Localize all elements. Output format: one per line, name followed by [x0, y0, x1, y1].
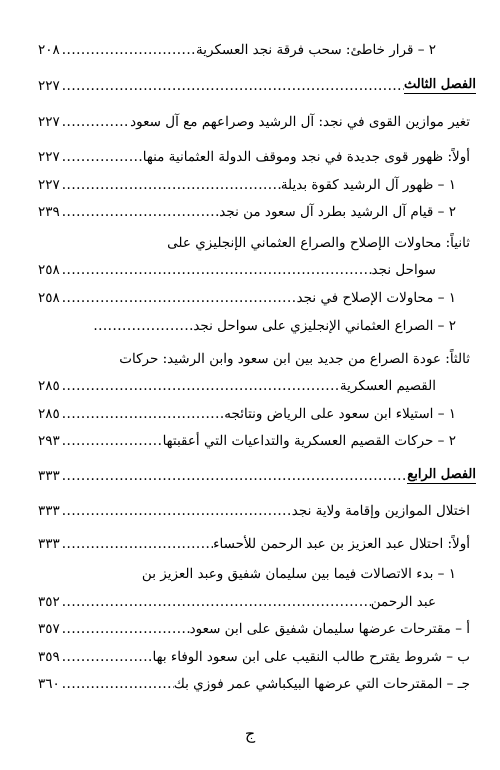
- leader-dots: [60, 262, 372, 278]
- leader-dots: [60, 204, 220, 220]
- leader-dots: [60, 149, 143, 165]
- leader-dots: [60, 676, 174, 692]
- toc-entry-title: أولاً: ظهور قوى جديدة في نجد وموقف الدولة العثمانية منها: [142, 149, 470, 165]
- toc-entry-title: ٢ – قرار خاطئ: سحب فرقة نجد العسكرية: [196, 42, 436, 58]
- toc-entry-title: القصيم العسكرية: [339, 378, 436, 394]
- toc-entry: [38, 198, 470, 226]
- toc-entry: [38, 345, 470, 373]
- toc-entry-page: ٣٣٣: [38, 503, 60, 519]
- leader-dots: [60, 177, 281, 193]
- leader-dots: [60, 536, 213, 552]
- toc-entry-title: عبد الرحمن: [370, 594, 436, 610]
- page-number: ج: [244, 724, 256, 743]
- toc-entry-title: ثالثاً: عودة الصراع من جديد بين ابن سعود وابن الرشيد: حركات: [119, 351, 470, 367]
- toc-entry-title: اختلال الموازين وإقامة ولاية نجد: [291, 503, 470, 519]
- toc-entry: [38, 108, 470, 136]
- toc-entry: [38, 36, 470, 64]
- toc-entry: [38, 588, 470, 616]
- leader-dots: [60, 114, 130, 130]
- toc-chapter-heading: [38, 462, 476, 490]
- toc-entry-page: ٢٠٨: [38, 42, 60, 58]
- toc-entry-page: ٣٣٣: [38, 468, 60, 484]
- toc-entry-title: ١ – استيلاء ابن سعود على الرياض ونتائجه: [224, 406, 456, 422]
- toc-entry: [38, 560, 470, 588]
- toc-entry-page: ٢٨٥: [38, 378, 60, 394]
- leader-dots: [60, 433, 163, 449]
- toc-entry: [38, 615, 470, 643]
- leader-dots: [60, 468, 408, 484]
- toc-entry: [38, 643, 470, 671]
- leader-dots: [60, 649, 153, 665]
- toc-entry-title: ٢ – حركات القصيم العسكرية والتداعيات التي أعقبتها: [162, 433, 456, 449]
- toc-entry: [38, 171, 470, 199]
- toc-entry: [38, 372, 470, 400]
- leader-dots: [91, 318, 193, 334]
- toc-entry: [38, 229, 470, 257]
- leader-dots: [60, 42, 196, 58]
- toc-entry: [38, 530, 470, 558]
- toc-entry-title: تغير موازين القوى في نجد: آل الرشيد وصراعهم مع آل سعود: [130, 114, 470, 130]
- toc-entry-title: ب – شروط يقترح طالب النقيب على ابن سعود الوفاء بها: [152, 649, 470, 665]
- toc-entry-title: ١ – محاولات الإصلاح في نجد: [296, 290, 456, 306]
- toc-entry-page: ٣٥٢: [38, 594, 60, 610]
- toc-entry: [38, 427, 470, 455]
- toc-entry: [38, 497, 470, 525]
- toc-entry-title: سواحل نجد: [371, 262, 436, 278]
- leader-dots: [60, 621, 190, 637]
- toc-entry-title: أ – مقترحات عرضها سليمان شفيق على ابن سعود: [189, 621, 470, 637]
- toc-entry-title: أولاً: احتلال عبد العزيز بن عبد الرحمن للأحساء: [213, 536, 470, 552]
- toc-chapter-heading: [38, 72, 476, 100]
- toc-entry-page: ٢٨٥: [38, 406, 60, 422]
- leader-dots: [60, 594, 371, 610]
- toc-entry: [38, 143, 470, 171]
- toc-entry-title: الفصل الثالث: [404, 77, 476, 93]
- leader-dots: [60, 503, 292, 519]
- leader-dots: [60, 78, 404, 94]
- toc-entry-title: ١ – بدء الاتصالات فيما بين سليمان شفيق وعبد العزيز بن: [141, 566, 456, 582]
- toc-entry-title: جـ – المقترحات التي عرضها البيكباشي عمر فوزي بك: [173, 676, 470, 692]
- toc-entry-page: ٢٩٣: [38, 433, 60, 449]
- toc-entry-title: ثانياً: محاولات الإصلاح والصراع العثماني الإنجليزي على: [167, 235, 470, 251]
- toc-entry: [38, 256, 470, 284]
- toc-entry-page: ٢٢٧: [38, 149, 60, 165]
- toc-entry: [38, 400, 470, 428]
- toc-entry-page: ٣٥٩: [38, 649, 60, 665]
- toc-entry-page: ٢٢٧: [38, 114, 60, 130]
- toc-entry-page: ٢٥٨: [38, 262, 60, 278]
- toc-entry-title: ٢ – قيام آل الرشيد بطرد آل سعود من نجد: [219, 204, 456, 220]
- toc-entry-page: ٢٢٧: [38, 78, 60, 94]
- toc-entry-page: ٣٣٣: [38, 536, 60, 552]
- leader-dots: [60, 406, 225, 422]
- leader-dots: [60, 290, 297, 306]
- leader-dots: [60, 378, 340, 394]
- toc-entry-page: ٢٥٨: [38, 290, 60, 306]
- toc-entry-title: ٢ – الصراع العثماني الإنجليزي على سواحل نجد: [193, 318, 456, 334]
- toc-entry: [38, 284, 470, 312]
- toc-entry: [38, 312, 470, 340]
- toc-entry-title: ١ – ظهور آل الرشيد كقوة بديلة: [280, 177, 456, 193]
- toc-entry: [38, 670, 470, 698]
- toc-entry-page: ٢٣٩: [38, 204, 60, 220]
- toc-entry-page: ٢٢٧: [38, 177, 60, 193]
- toc-entry-title: الفصل الرابع: [407, 467, 476, 483]
- toc-entry-page: ٣٦٠: [38, 676, 60, 692]
- toc-entry-page: ٣٥٧: [38, 621, 60, 637]
